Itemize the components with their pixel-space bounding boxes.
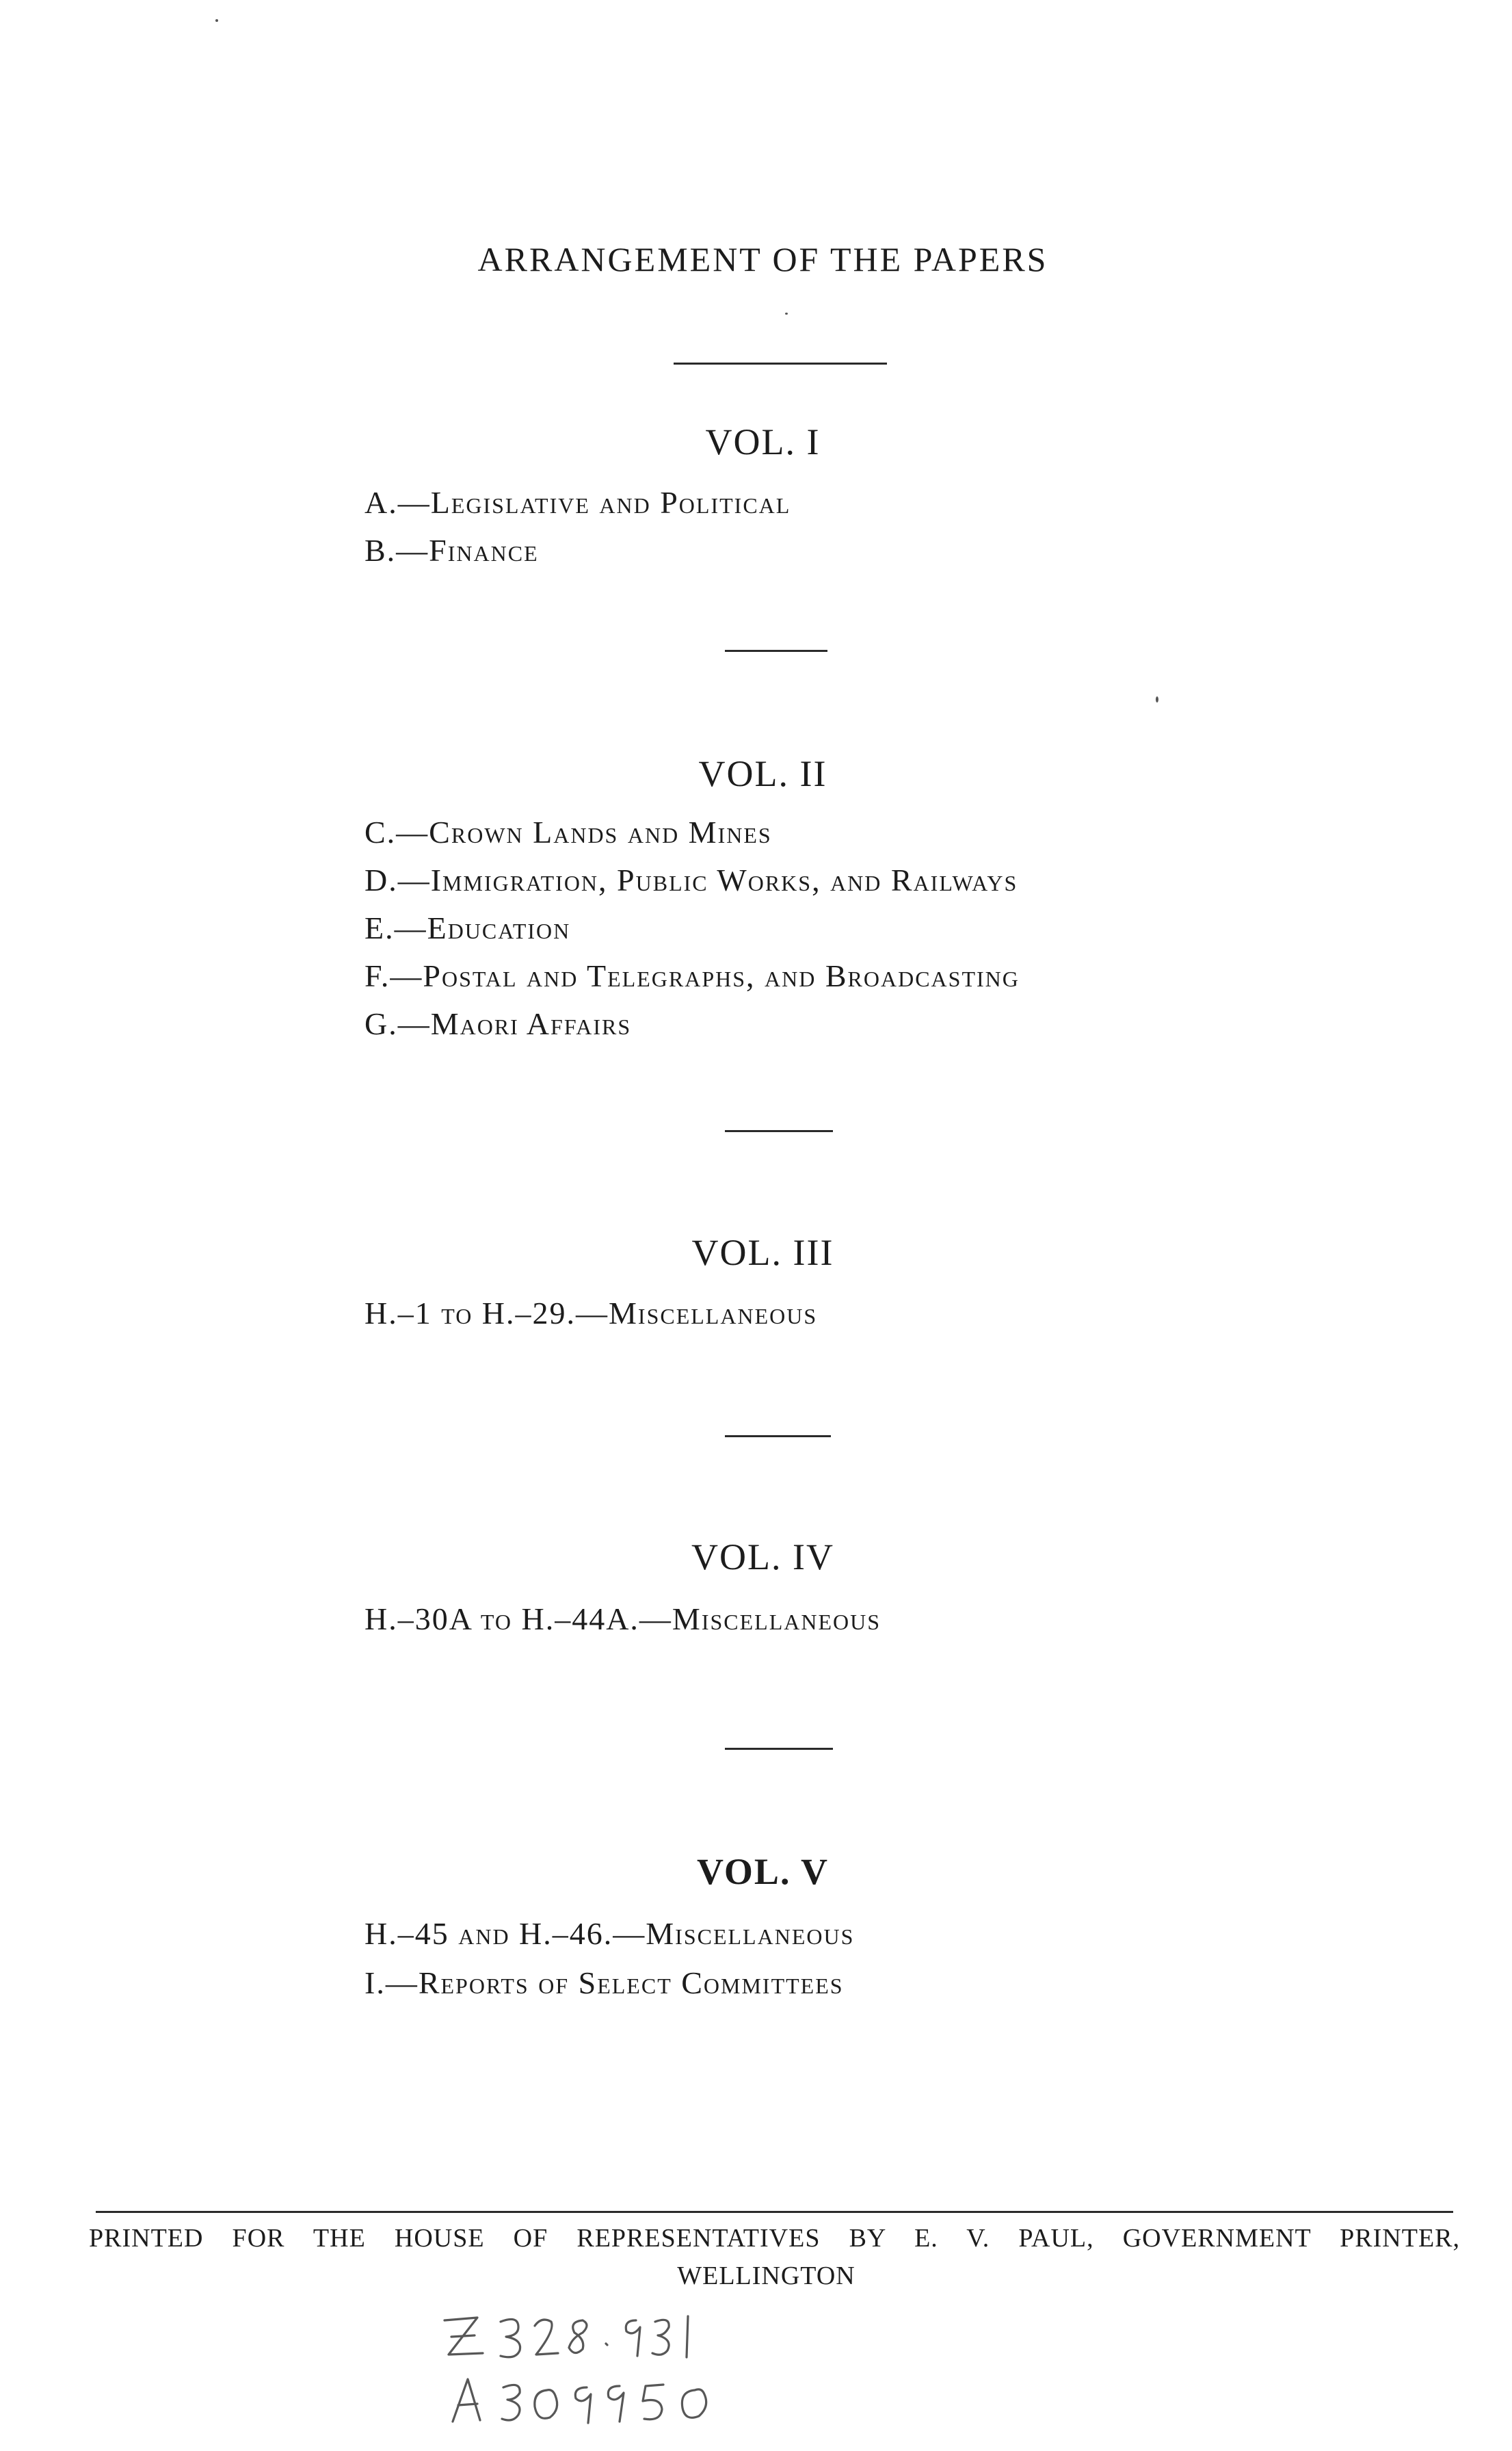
vol-3-rule (725, 1435, 831, 1437)
page-title: ARRANGEMENT OF THE PAPERS (477, 240, 1048, 278)
vol-5-entry-i: I.—Reports of Select Committees (364, 1965, 844, 2000)
printer-location: WELLINGTON (677, 2262, 856, 2290)
vol-4-rule (725, 1748, 833, 1750)
handwritten-call-number (438, 2305, 766, 2442)
vol-2-entry-f: F.—Postal and Telegraphs, and Broadcasting (364, 958, 1020, 993)
printer-imprint: PRINTED FOR THE HOUSE OF REPRESENTATIVES BY E. V. PAUL, GOVERNMENT PRINTER, (89, 2224, 1460, 2253)
vol-2-entry-c: C.—Crown Lands and Mines (364, 815, 772, 850)
vol-5-title: VOL. V (697, 1851, 829, 1892)
vol-1-entry-b: B.—Finance (364, 533, 539, 568)
vol-2-entry-e: E.—Education (364, 910, 571, 945)
vol-1-title: VOL. I (705, 421, 821, 462)
scan-speck (785, 313, 788, 315)
footer-rule (96, 2211, 1453, 2213)
vol-4-entry-h: H.–30A to H.–44A.—Miscellaneous (364, 1601, 881, 1636)
scan-speck (1156, 696, 1158, 703)
vol-3-entry-h: H.–1 to H.–29.—Miscellaneous (364, 1296, 818, 1331)
vol-2-entry-d: D.—Immigration, Public Works, and Railways (364, 863, 1018, 897)
vol-3-title: VOL. III (691, 1232, 834, 1273)
vol-4-title: VOL. IV (691, 1536, 834, 1577)
vol-5-entry-h: H.–45 and H.–46.—Miscellaneous (364, 1916, 855, 1951)
vol-2-rule (725, 1130, 833, 1132)
vol-1-rule (725, 650, 827, 652)
vol-2-entry-g: G.—Maori Affairs (364, 1006, 632, 1041)
scan-speck (215, 19, 218, 22)
title-rule (674, 363, 887, 365)
vol-1-entry-a: A.—Legislative and Political (364, 485, 791, 520)
vol-2-title: VOL. II (698, 753, 827, 794)
